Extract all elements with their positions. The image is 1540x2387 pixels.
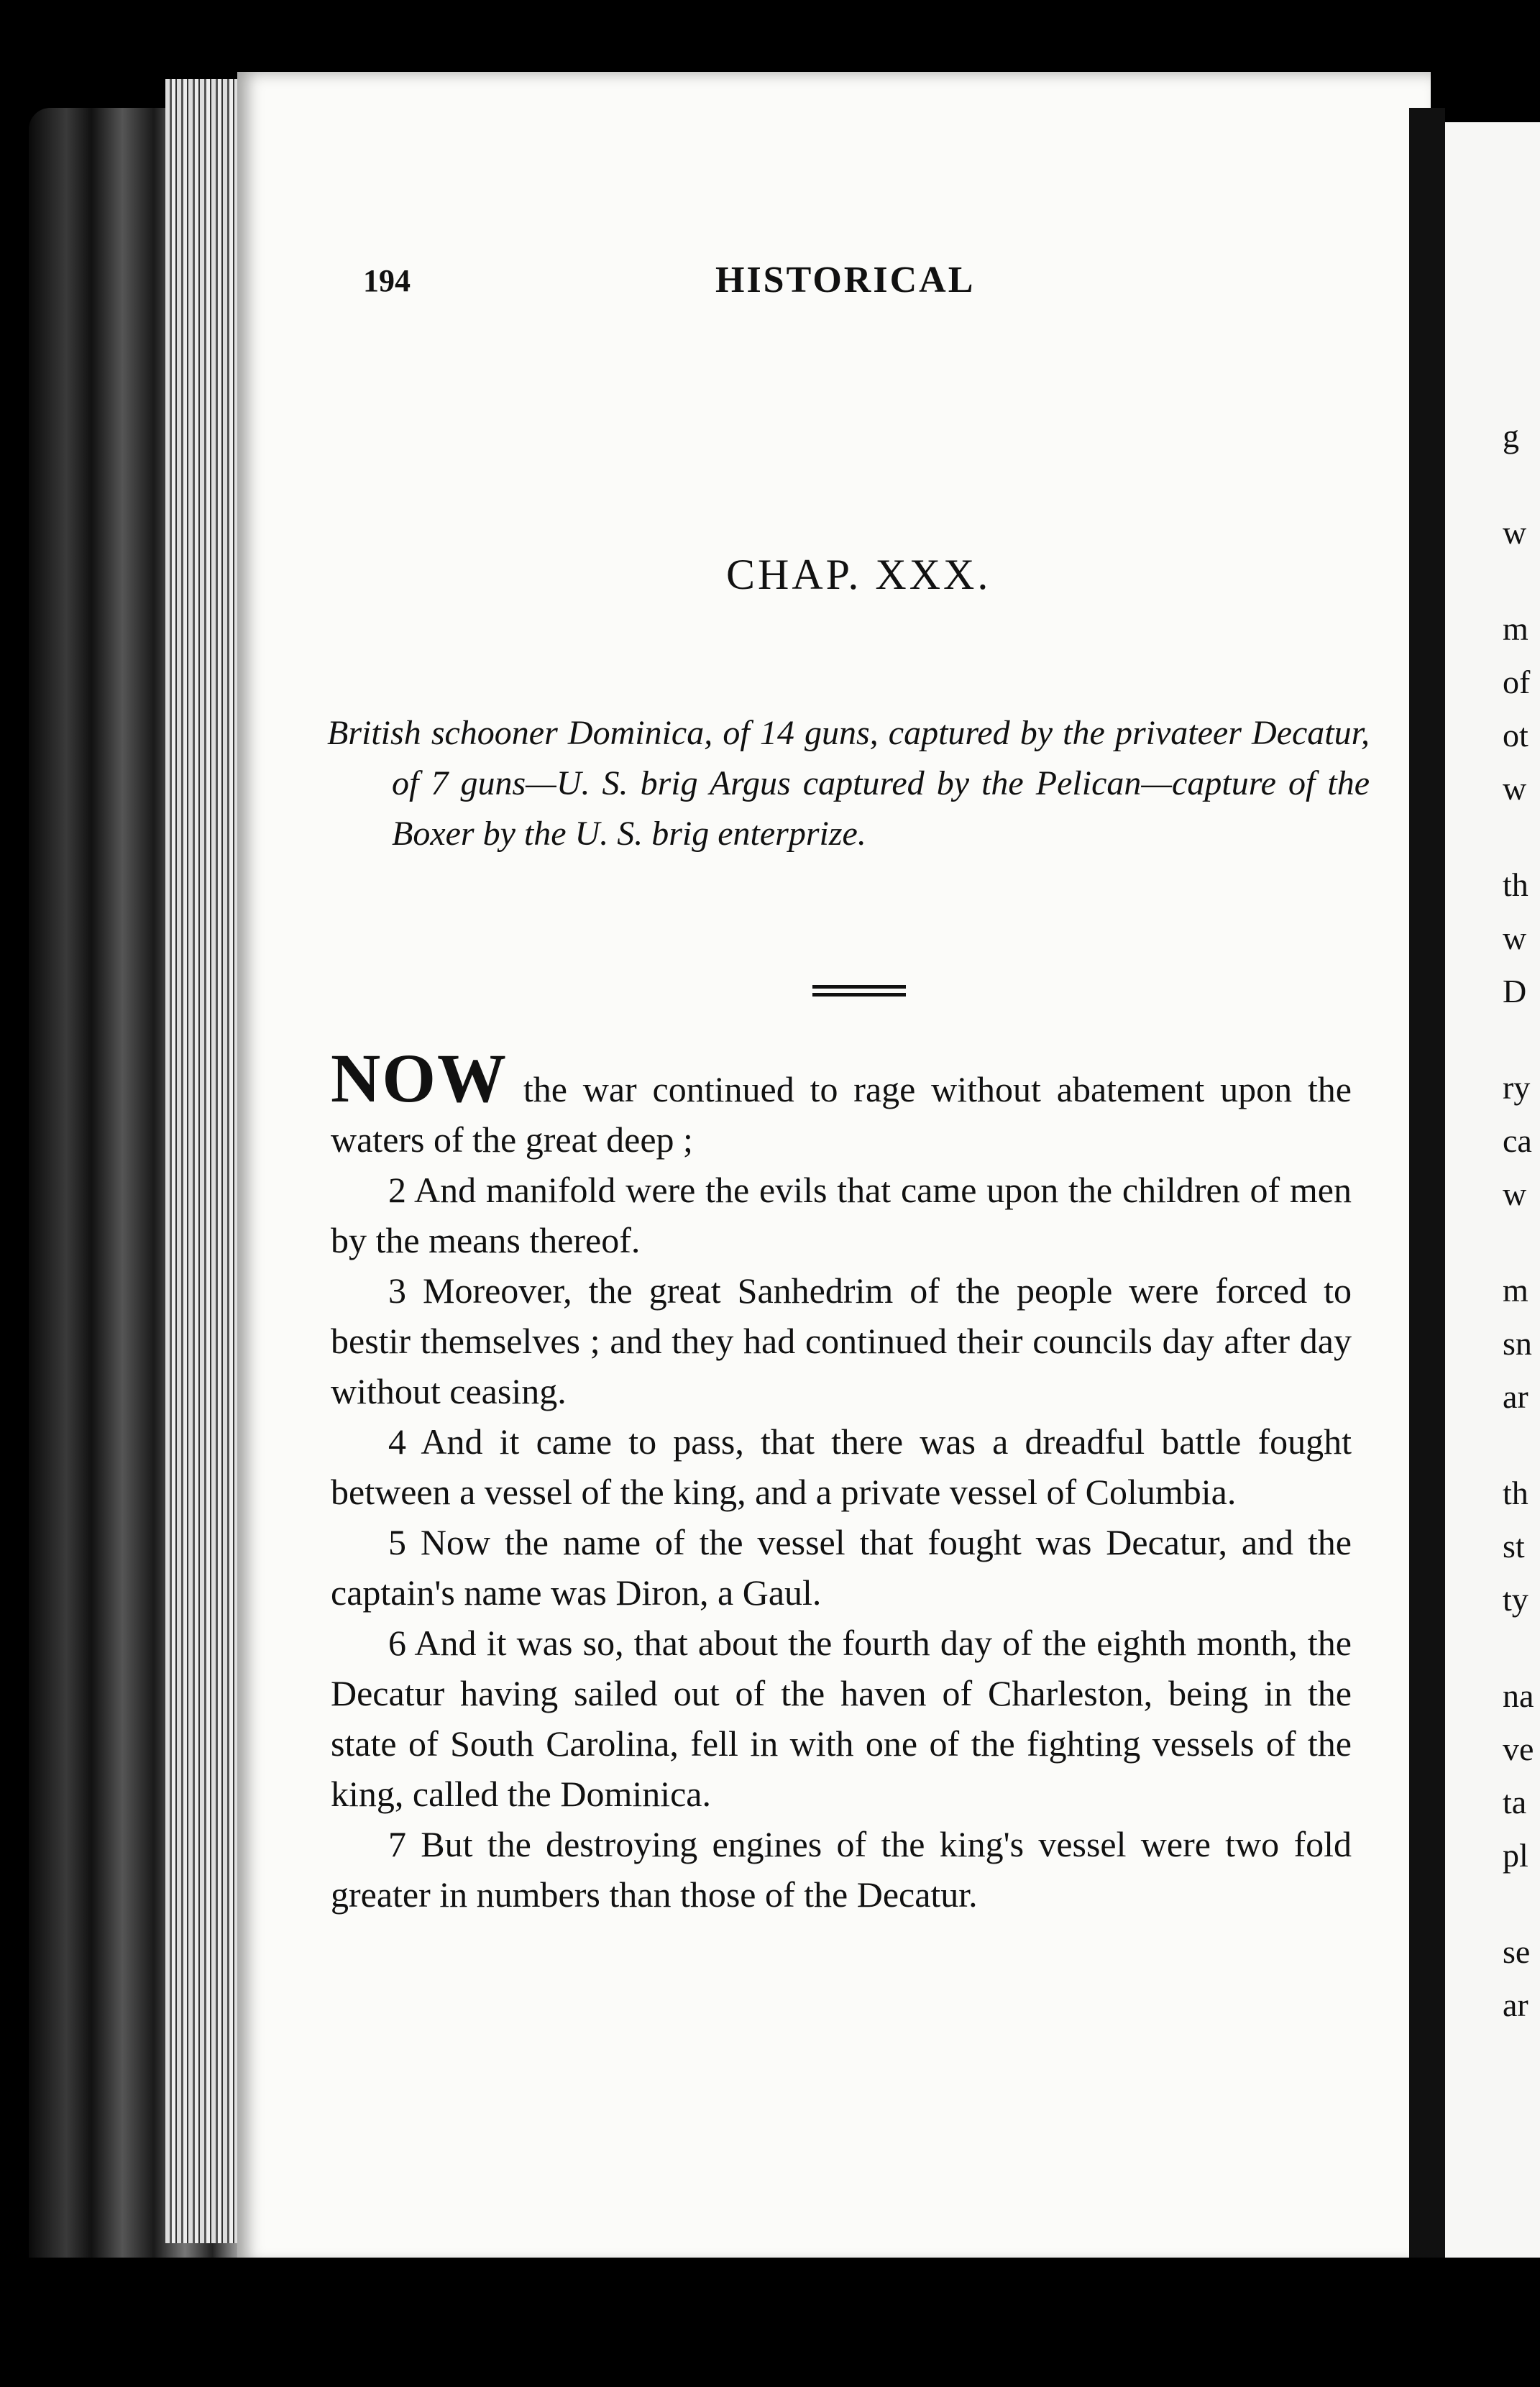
fragment: g — [1503, 418, 1519, 454]
fragment: w — [1503, 770, 1527, 807]
fragment: ta — [1503, 1784, 1527, 1820]
fragment: th — [1503, 1475, 1528, 1511]
fragment: m — [1503, 610, 1528, 647]
verse-3: 3 Moreover, the great Sanhedrim of the people were forced to bestir themselves ; and they had continued their councils day after day without ceasing. — [331, 1270, 1352, 1411]
verse-4: 4 And it came to pass, that there was a dreadful battle fought between a vessel of the king, and a private vessel of Columbia. — [331, 1421, 1352, 1512]
background-bottom — [0, 2258, 1540, 2387]
running-head: HISTORICAL — [715, 260, 976, 301]
verse-2: 2 And manifold were the evils that came upon the children of men by the means thereof. — [331, 1170, 1352, 1260]
verse-5: 5 Now the name of the vessel that fought was Decatur, and the captain's name was Diron, a Gaul. — [331, 1522, 1352, 1613]
fragment: D — [1503, 973, 1527, 1009]
verse-6: 6 And it was so, that about the fourth day of the eighth month, the Decatur having sailed out of the haven of Charleston, being in the state of South Carolina, fell in with one of the fighting vessels of the king, called the Dominica. — [331, 1623, 1352, 1814]
fragment: ve — [1503, 1731, 1534, 1767]
fragment: sn — [1503, 1325, 1532, 1362]
fragment: ar — [1503, 1987, 1528, 2023]
fragment: ry — [1503, 1069, 1531, 1106]
fragment: w — [1503, 514, 1527, 551]
gutter-shadow — [1409, 108, 1445, 2272]
fragment: w — [1503, 1176, 1527, 1212]
fragment: st — [1503, 1528, 1525, 1564]
fragment: na — [1503, 1677, 1534, 1714]
fragment: se — [1503, 1933, 1531, 1970]
fragment: ot — [1503, 717, 1528, 753]
page-number: 194 — [363, 263, 411, 298]
chapter-summary-text: British schooner Dominica, of 14 guns, captured by the privateer Decatur, of 7 guns—U. S. brig Argus captured by the Pelican—capture of the Boxer by the U. S. brig enterprize. — [327, 714, 1370, 853]
chapter-heading: CHAP. XXX. — [726, 551, 991, 598]
verse-7: 7 But the destroying engines of the king's vessel were two fold greater in numbers than those of the Decatur. — [331, 1824, 1352, 1915]
fragment: ty — [1503, 1581, 1528, 1618]
fragment: of — [1503, 664, 1531, 700]
page-edges — [165, 79, 244, 2243]
chapter-body — [331, 1040, 1352, 1920]
facing-page-fragments — [1503, 410, 1540, 2032]
verse-text: the war continued to rage without abatement upon the waters of the great deep ; — [331, 1069, 1352, 1160]
fragment: th — [1503, 866, 1528, 903]
section-divider — [812, 985, 906, 997]
fragment: m — [1503, 1272, 1528, 1309]
fragment: ca — [1503, 1122, 1532, 1159]
chapter-summary — [327, 708, 1370, 859]
drop-cap: NOW — [331, 1040, 508, 1117]
fragment: ar — [1503, 1378, 1528, 1415]
verse-1 — [331, 1040, 1352, 1165]
fragment: w — [1503, 920, 1527, 956]
fragment: pl — [1503, 1837, 1528, 1874]
